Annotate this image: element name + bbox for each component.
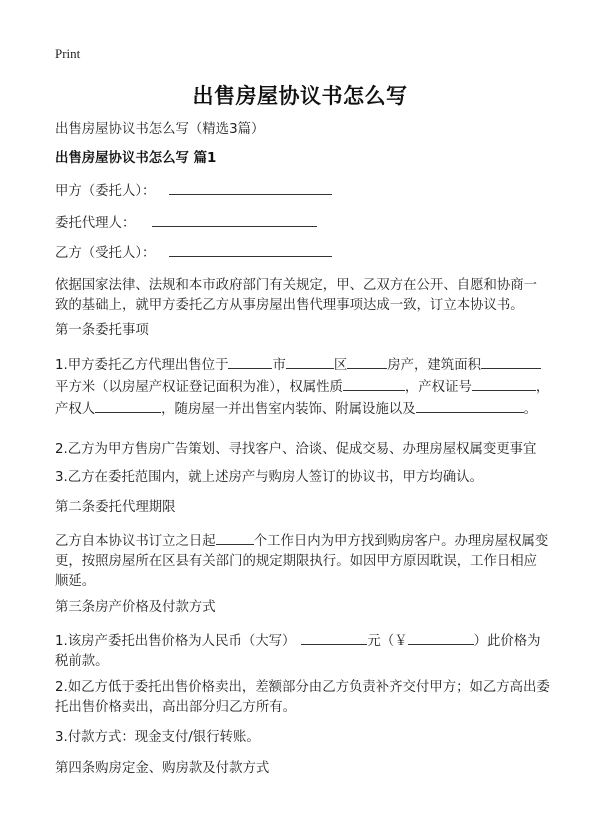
- party-b-row: [55, 242, 550, 264]
- article3-item2: 2.如乙方低于委托出售价格卖出，差额部分由乙方负责补齐交付甲方；如乙方高出委托出售价格卖出，高出部分归乙方所有。: [55, 680, 550, 715]
- article4-heading: 第四条购房定金、购房款及付款方式: [55, 761, 270, 776]
- article2-heading: 第二条委托代理期限: [55, 500, 176, 515]
- section-heading: 出售房屋协议书怎么写 篇1: [55, 151, 217, 166]
- price-text-2: 元（￥: [367, 634, 408, 649]
- certificate-no-blank[interactable]: [472, 376, 536, 391]
- city-blank[interactable]: [228, 354, 272, 369]
- item1-text-1: 1.甲方委托乙方代理出售位于: [55, 358, 229, 373]
- item1-text-5: 平方米（以房屋产权证登记面积为准），权属性质: [55, 380, 343, 395]
- property-blank[interactable]: [347, 354, 387, 369]
- owner-blank[interactable]: [95, 398, 161, 413]
- article1-item1: [55, 354, 550, 420]
- party-a-label: 甲方（委托人）：: [55, 184, 156, 199]
- item1-text-9: 。: [523, 402, 537, 417]
- item1-text-3: 区: [333, 358, 348, 373]
- party-b-blank[interactable]: [169, 242, 332, 257]
- item1-text-8: ，随房屋一并出售室内装饰、附属设施以及: [161, 402, 416, 417]
- item1-text-6: ，产权证号: [404, 380, 472, 395]
- district-blank[interactable]: [286, 354, 334, 369]
- workdays-blank[interactable]: [216, 530, 254, 545]
- party-a-row: [55, 180, 550, 202]
- article1-item3: 3.乙方在委托范围内，就上述房产与购房人签订的协议书，甲方均确认。: [55, 470, 483, 485]
- party-b-label: 乙方（受托人）：: [55, 246, 156, 261]
- article3-item1: [55, 630, 550, 672]
- intro-paragraph: 依据国家法律、法规和本市政府部门有关规定，甲、乙双方在公开、自愿和协商一致的基础上，就甲方委托乙方从事房屋出售代理事项达成一致，订立本协议书。: [55, 278, 538, 313]
- agent-label: 委托代理人：: [55, 216, 136, 231]
- ownership-type-blank[interactable]: [343, 376, 405, 391]
- price-text-3: ）此价格为税前款。: [55, 634, 541, 669]
- article2-text-a: 乙方自本协议书订立之日起: [55, 534, 216, 549]
- area-blank[interactable]: [481, 354, 541, 369]
- article3-item3: 3.付款方式：现金支付/银行转账。: [55, 730, 260, 745]
- facilities-blank[interactable]: [416, 398, 524, 413]
- document-subtitle: 出售房屋协议书怎么写（精选3篇）: [55, 122, 265, 137]
- item1-text-4: 房产，建筑面积: [387, 358, 481, 373]
- print-label[interactable]: Print: [55, 46, 81, 61]
- article1-item2: 2.乙方为甲方售房广告策划、寻找客户、洽谈、促成交易、办理房屋权属变更事宜: [55, 442, 537, 457]
- document-title: 出售房屋协议书怎么写: [192, 84, 408, 108]
- agent-row: [55, 212, 550, 234]
- price-words-blank[interactable]: [301, 630, 367, 645]
- agent-blank[interactable]: [152, 212, 317, 227]
- price-text-1: 1.该房产委托出售价格为人民币（大写）: [55, 634, 296, 649]
- item1-text-7: ，产权人: [55, 380, 550, 417]
- item1-text-2: 市: [272, 358, 286, 373]
- article1-heading: 第一条委托事项: [55, 323, 149, 338]
- article2-paragraph: [55, 530, 550, 592]
- party-a-blank[interactable]: [169, 180, 332, 195]
- article2-text-b: 个工作日内为甲方找到购房客户。办理房屋权属变更，按照房屋所在区县有关部门的规定期限执行。如因甲方原因耽误，工作日相应顺延。: [55, 534, 549, 589]
- price-number-blank[interactable]: [408, 630, 474, 645]
- article3-heading: 第三条房产价格及付款方式: [55, 600, 216, 615]
